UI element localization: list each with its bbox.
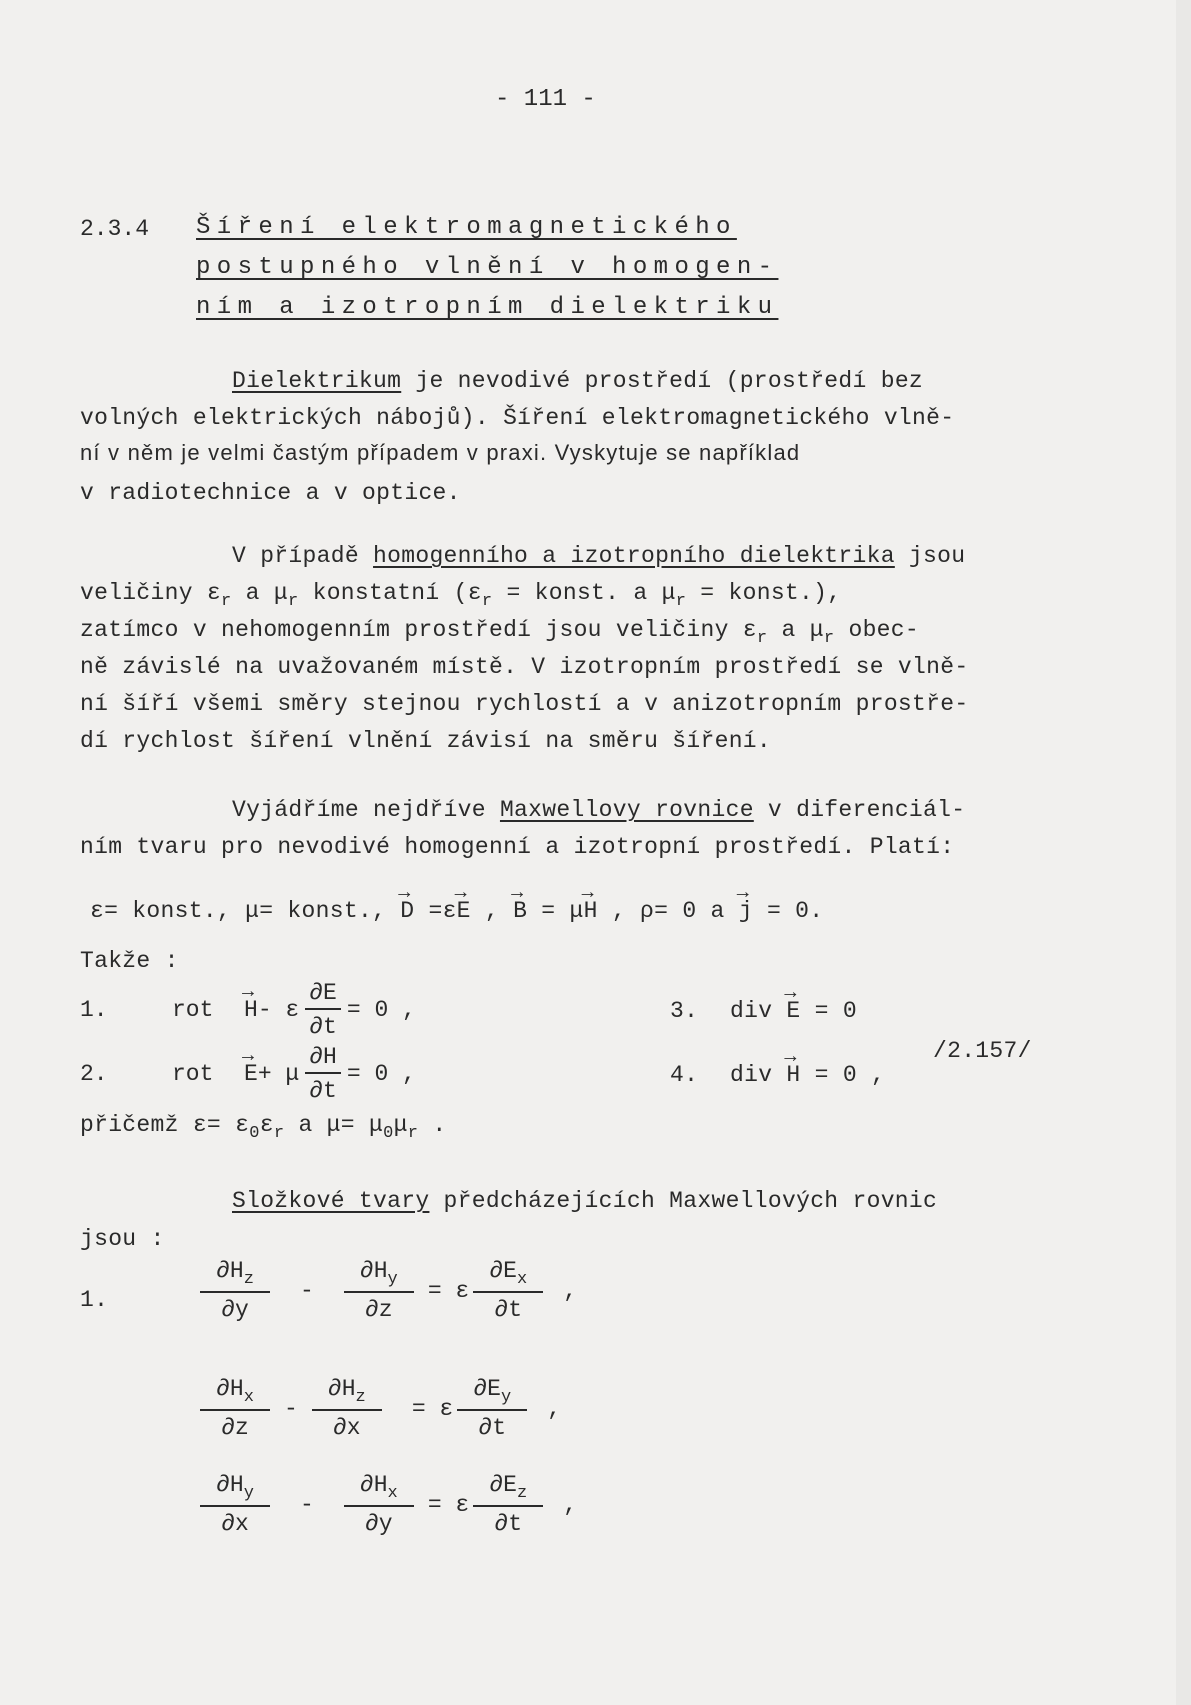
maxwell-eq-3: 3. div → E = 0 (670, 998, 857, 1024)
para2-line3: zatímco v nehomogenním prostředí jsou veličiny $\varepsilon_r$ a $\mu_r$ obec- (80, 617, 919, 648)
para1-line1: Dielektrikum je nevodivé prostředí (prostředí bez (232, 368, 924, 394)
para2-line5: ní šíří všemi směry stejnou rychlostí a v anizotropním prostře- (80, 691, 969, 717)
jsou-label: jsou : (80, 1226, 165, 1252)
maxwell-eq-4: 4. div → H = 0 , (670, 1062, 885, 1088)
equation-number: /2.157/ (933, 1038, 1032, 1064)
pricemz-line: přičemž $\varepsilon= \varepsilon_0\varepsilon_r$ a $\mu= \mu_0\mu_r$ . (80, 1112, 447, 1143)
section-title-line3: ním a izotropním dielektriku (196, 294, 779, 321)
components-label: 1. (80, 1287, 109, 1313)
para3-line1: Vyjádříme nejdříve Maxwellovy rovnice v diferenciál- (232, 797, 966, 823)
conditions-line: ε= konst., μ= konst., → D =ε→ E , → B = μ→ H , ρ= 0 a → j = 0. (90, 898, 823, 924)
maxwell-eq-2: 2. rot → E + μ $\frac{\partial H}{\partial t}$ = 0 , (80, 1044, 416, 1104)
para2-line2: veličiny $\varepsilon_r$ a $\mu_r$ konstatní ($\varepsilon_r$ = konst. a $\mu_r$ = konst.), (80, 580, 842, 611)
component-eq-3: $\frac{\partial H_y}{\partial x}$ - $\frac{\partial H_x}{\partial y}$ = ε $\frac{\partial E_z}{\partial t}$ , (200, 1472, 577, 1537)
para4-line1: Složkové tvary předcházejících Maxwellových rovnic (232, 1188, 938, 1214)
para1-line3: ní v něm je velmi častým případem v praxi. Vyskytuje se například (80, 440, 801, 465)
term-maxwell: Maxwellovy rovnice (499, 797, 754, 823)
para2-line6: dí rychlost šíření vlnění závisí na směru šíření. (80, 728, 772, 754)
para1-line4: v radiotechnice a v optice. (80, 480, 461, 506)
term-dielektrikum: Dielektrikum (232, 368, 402, 394)
component-eq-1: $\frac{\partial H_z}{\partial y}$ - $\frac{\partial H_y}{\partial z}$ = ε $\frac{\partial E_x}{\partial t}$ , (200, 1258, 577, 1323)
term-slozkove: Složkové tvary (232, 1188, 430, 1214)
para2-line4: ně závislé na uvažovaném místě. V izotropním prostředí se vlně- (80, 654, 969, 680)
maxwell-eq-1: 1. rot → H - ε $\frac{\partial E}{\partial t}$ = 0 , (80, 980, 416, 1040)
para2-line1: V případě homogenního a izotropního dielektrika jsou (232, 543, 966, 569)
section-title-line1: Šíření elektromagnetického (196, 214, 737, 241)
para1-line2: volných elektrických nábojů). Šíření elektromagnetického vlně- (80, 405, 955, 431)
para3-line2: ním tvaru pro nevodivé homogenní a izotropní prostředí. Platí: (80, 834, 955, 860)
term-homogenni: homogenního a izotropního dielektrika (373, 543, 895, 569)
page-number: - 111 - (495, 86, 596, 113)
component-eq-2: $\frac{\partial H_x}{\partial z}$ - $\frac{\partial H_z}{\partial x}$ = ε $\frac{\partial E_y}{\partial t}$ , (200, 1376, 561, 1441)
section-title-line2: postupného vlnění v homogen- (196, 254, 779, 281)
takze-label: Takže : (80, 948, 179, 974)
section-number: 2.3.4 (80, 216, 150, 242)
